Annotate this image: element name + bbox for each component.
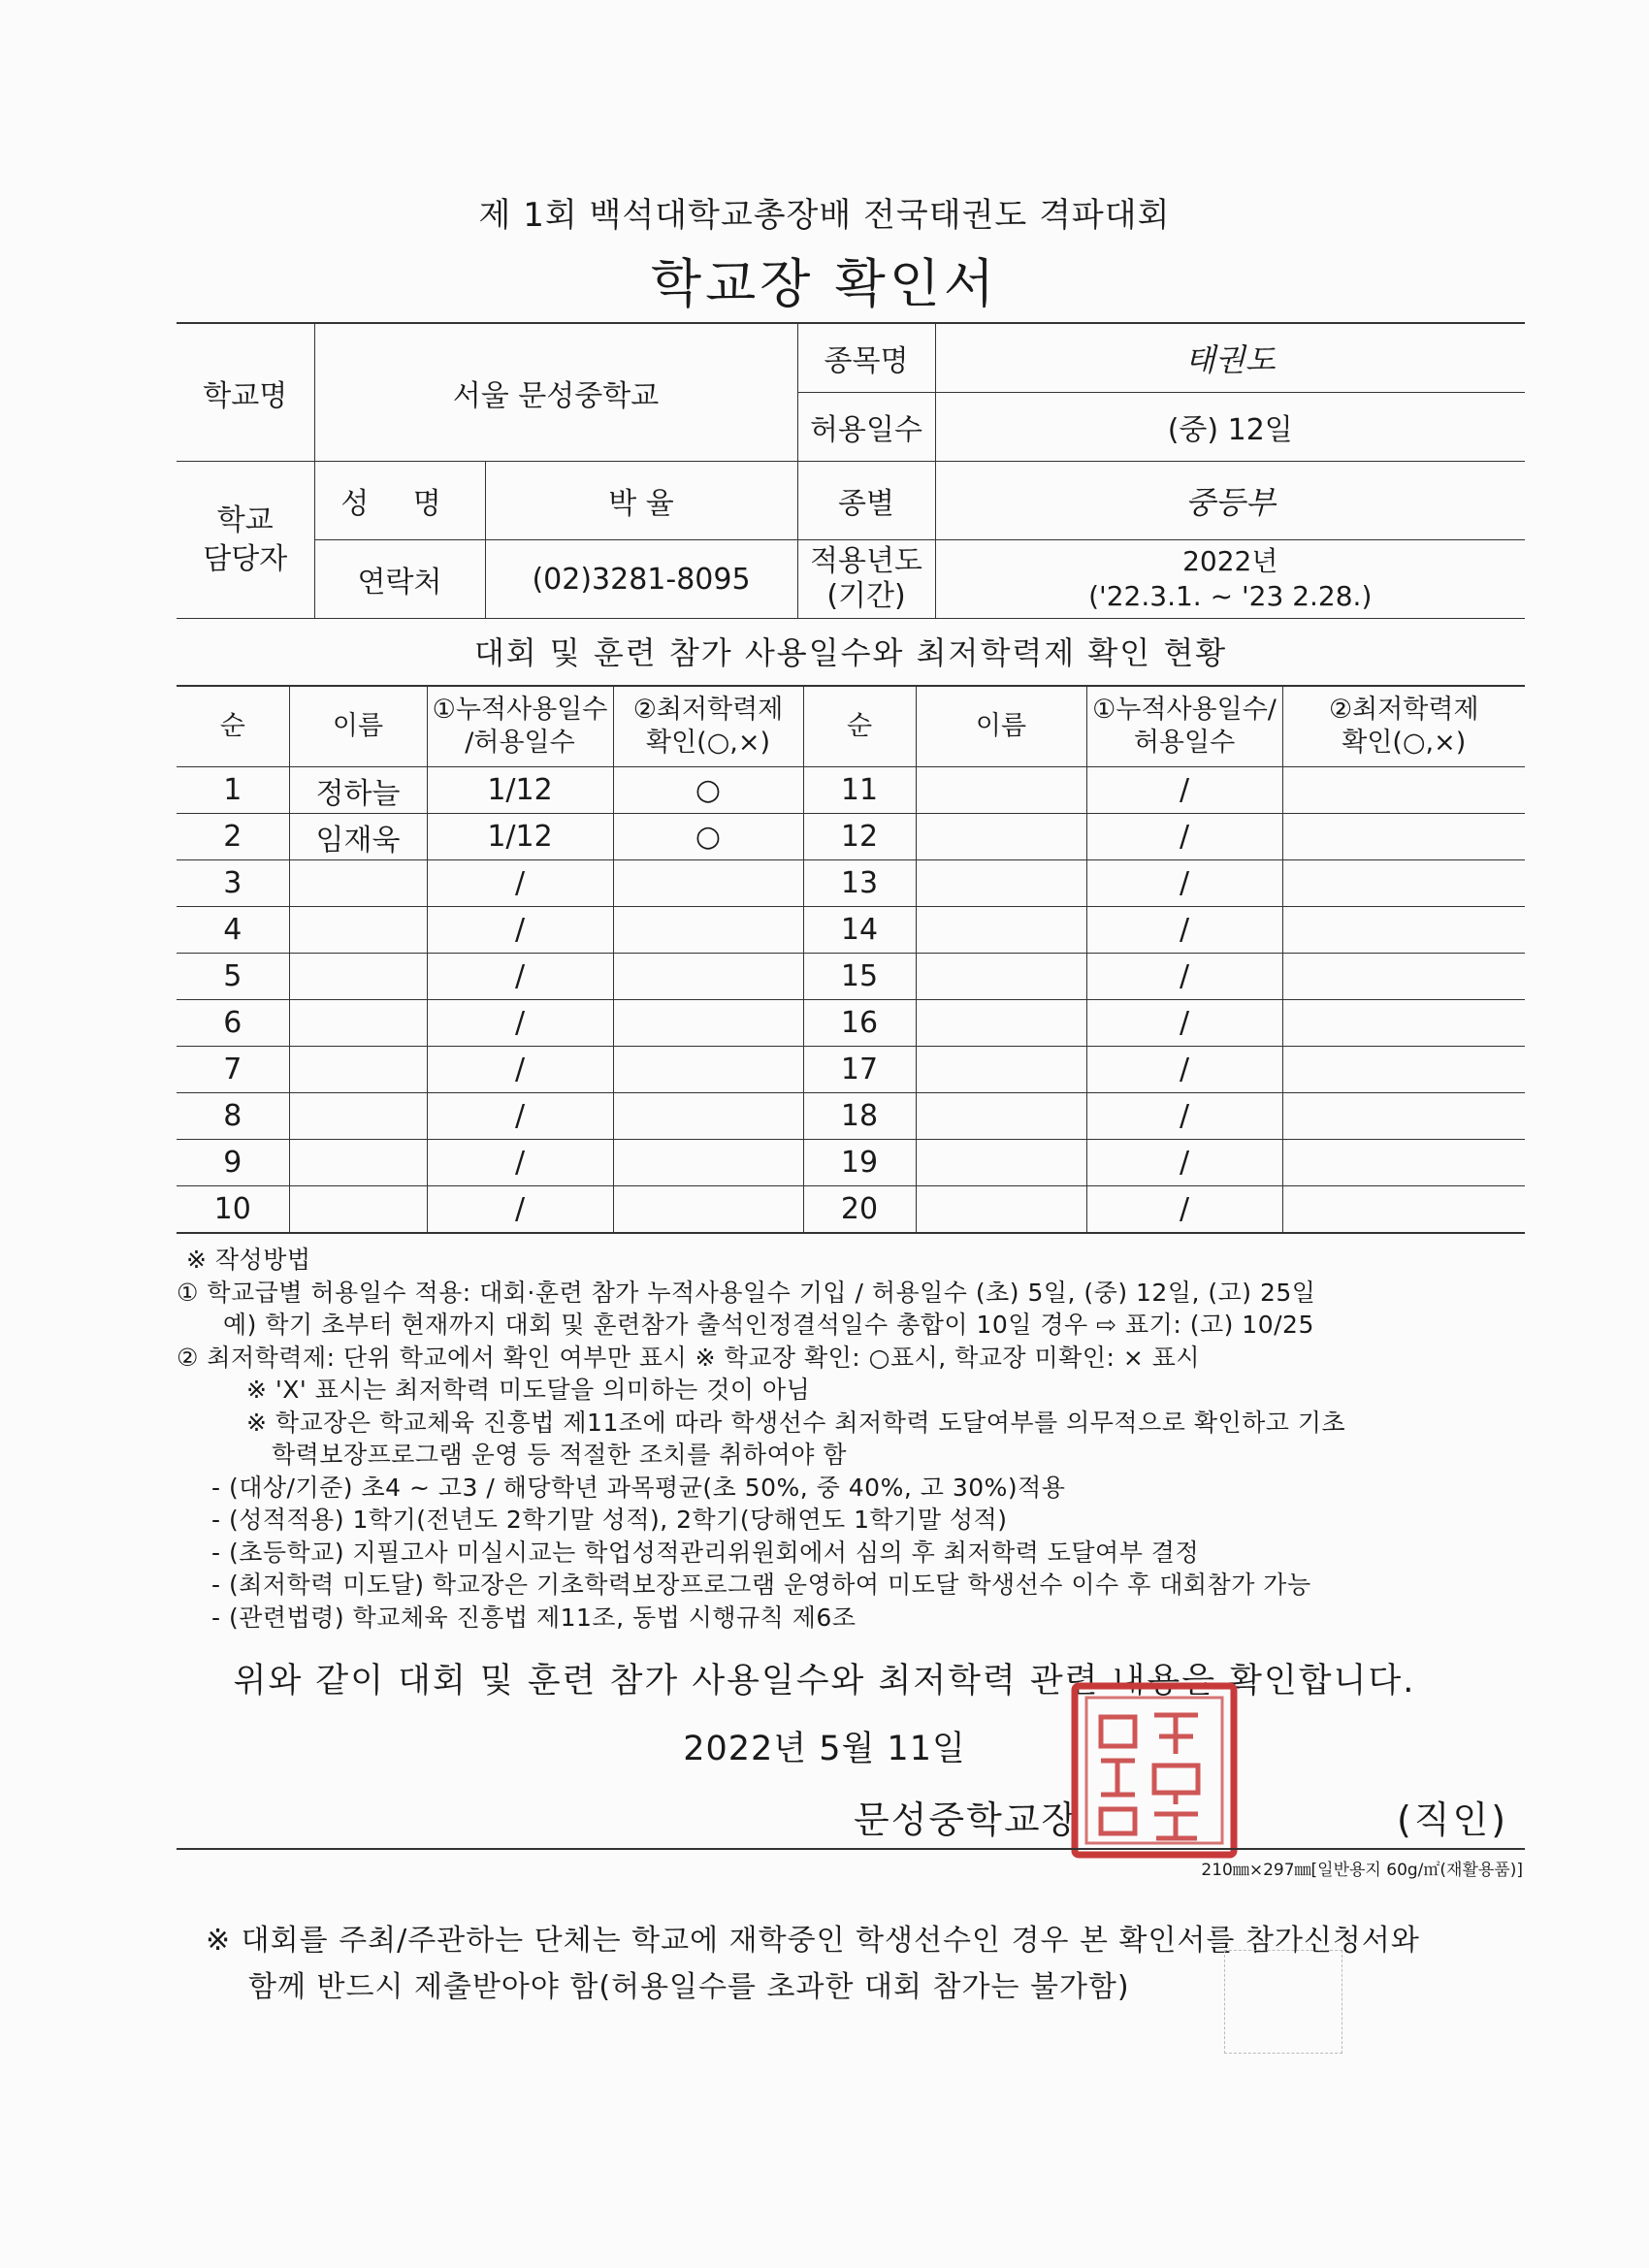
- note-line: - (최저학력 미도달) 학교장은 기초학력보장프로그램 운영하여 미도달 학생선수 이수 후 대회참가 가능: [211, 1571, 1311, 1599]
- paper-spec-note: 210㎜×297㎜[일반용지 60g/㎡(재활용품)]: [1201, 1861, 1523, 1880]
- row-no: 6: [177, 1000, 289, 1047]
- header-days-right-line1: ①누적사용일수/: [1092, 695, 1277, 725]
- row-days-right: /: [1086, 767, 1282, 814]
- row-check: [613, 1093, 803, 1140]
- row-check-right: [1282, 1000, 1525, 1047]
- row-no-right: 18: [803, 1093, 916, 1140]
- header-name: 이름: [289, 686, 427, 767]
- table-row: [177, 1186, 1525, 1234]
- row-name: [289, 1000, 427, 1047]
- signature-divider: [177, 1848, 1525, 1850]
- row-days-right: /: [1086, 860, 1282, 907]
- row-days: /: [427, 1140, 613, 1186]
- row-no: 10: [177, 1186, 289, 1234]
- footer-line: ※ 대회를 주최/주관하는 단체는 학교에 재학중인 학생선수인 경우 본 확인서를 참가신청서와: [206, 1924, 1420, 1958]
- header-academic-right-line2: 확인(○,×): [1342, 728, 1467, 758]
- table-row: [177, 1140, 1525, 1186]
- row-days-right: /: [1086, 1047, 1282, 1093]
- confirmation-date: 2022년 5월 11일: [683, 1730, 966, 1768]
- contact-label: 연락처: [314, 540, 485, 619]
- row-name-right: [916, 814, 1086, 860]
- school-name-value: 서울 문성중학교: [314, 323, 797, 462]
- instructions-notes: [177, 1244, 1535, 1634]
- row-name-right: [916, 954, 1086, 1000]
- period-value: ('22.3.1. ~ '23 2.28.): [1088, 580, 1373, 612]
- row-name: [289, 1093, 427, 1140]
- contact-value: (02)3281-8095: [485, 540, 797, 619]
- header-name-right: 이름: [916, 686, 1086, 767]
- allowed-days-value: (중) 12일: [935, 393, 1525, 462]
- row-days-right: /: [1086, 1093, 1282, 1140]
- row-no-right: 20: [803, 1186, 916, 1234]
- row-days: /: [427, 907, 613, 954]
- row-name-right: [916, 907, 1086, 954]
- row-check-right: [1282, 1093, 1525, 1140]
- table-row: [177, 814, 1525, 860]
- document-subtitle: 제 1회 백석대학교총장배 전국태권도 격파대회: [478, 196, 1171, 235]
- event-label: 종목명: [797, 323, 935, 393]
- row-days-right: /: [1086, 814, 1282, 860]
- row-check: [613, 954, 803, 1000]
- row-name-right: [916, 1093, 1086, 1140]
- row-no: 9: [177, 1140, 289, 1186]
- row-check: ○: [613, 814, 803, 860]
- row-name-right: [916, 1047, 1086, 1093]
- row-name: [289, 1186, 427, 1234]
- row-name: [289, 860, 427, 907]
- note-line: 예) 학기 초부터 현재까지 대회 및 훈련참가 출석인정결석일수 총합이 10일 경우 ⇨ 표기: (고) 10/25: [223, 1311, 1314, 1339]
- row-check-right: [1282, 1186, 1525, 1234]
- roster-table: [177, 685, 1525, 1234]
- header-no-right: 순: [803, 686, 916, 767]
- division-label: 종별: [797, 462, 935, 540]
- year-label: 적용년도: [810, 544, 922, 578]
- row-no: 8: [177, 1093, 289, 1140]
- table-row: [177, 954, 1525, 1000]
- document-title: 학교장 확인서: [650, 253, 999, 314]
- period-label: (기간): [826, 579, 906, 613]
- row-no-right: 13: [803, 860, 916, 907]
- year-value: 2022년: [1182, 545, 1278, 577]
- row-days: /: [427, 1047, 613, 1093]
- row-no: 4: [177, 907, 289, 954]
- note-line: - (성적적용) 1학기(전년도 2학기말 성적), 2학기(당해연도 1학기말 성적): [211, 1506, 1008, 1534]
- school-name-label: 학교명: [177, 323, 314, 462]
- school-manager-label: 학교 담당자: [177, 462, 314, 619]
- row-days-right: /: [1086, 907, 1282, 954]
- note-heading: ※ 작성방법: [186, 1246, 311, 1274]
- row-no-right: 19: [803, 1140, 916, 1186]
- row-check: [613, 1000, 803, 1047]
- row-check-right: [1282, 814, 1525, 860]
- row-no-right: 15: [803, 954, 916, 1000]
- row-check-right: [1282, 860, 1525, 907]
- row-check: ○: [613, 767, 803, 814]
- row-no-right: 14: [803, 907, 916, 954]
- note-line: ※ 'X' 표시는 최저학력 미도달을 의미하는 것이 아님: [246, 1376, 811, 1404]
- row-days-right: /: [1086, 1000, 1282, 1047]
- header-academic-line1: ②최저학력제: [632, 695, 784, 725]
- row-no-right: 16: [803, 1000, 916, 1047]
- row-days-right: /: [1086, 1140, 1282, 1186]
- note-line: 학력보장프로그램 운영 등 적절한 조치를 취하여야 함: [272, 1441, 847, 1469]
- manager-name-value: 박 율: [485, 462, 797, 540]
- row-days-right: /: [1086, 1186, 1282, 1234]
- row-days: /: [427, 1000, 613, 1047]
- row-check-right: [1282, 907, 1525, 954]
- row-days: 1/12: [427, 814, 613, 860]
- row-check: [613, 1047, 803, 1093]
- row-check: [613, 907, 803, 954]
- manager-name-label: 성 명: [314, 462, 485, 540]
- row-name: [289, 1140, 427, 1186]
- header-academic-right-line1: ②최저학력제: [1328, 695, 1479, 725]
- row-no-right: 17: [803, 1047, 916, 1093]
- row-check-right: [1282, 767, 1525, 814]
- row-days: /: [427, 1093, 613, 1140]
- header-days-line2: /허용일수: [465, 728, 575, 758]
- row-days: /: [427, 860, 613, 907]
- row-no: 2: [177, 814, 289, 860]
- row-days: /: [427, 1186, 613, 1234]
- header-days-line1: ①누적사용일수: [432, 695, 608, 725]
- note-line: - (대상/기준) 초4 ~ 고3 / 해당학년 과목평균(초 50%, 중 40%, 고 30%)적용: [211, 1473, 1066, 1502]
- scan-artifact-box: [1224, 1950, 1342, 2054]
- section-title: 대회 및 훈련 참가 사용일수와 최저학력제 확인 현황: [473, 634, 1228, 671]
- row-check-right: [1282, 954, 1525, 1000]
- table-row: [177, 1093, 1525, 1140]
- row-no: 7: [177, 1047, 289, 1093]
- table-row: [177, 1000, 1525, 1047]
- row-days: /: [427, 954, 613, 1000]
- row-check: [613, 860, 803, 907]
- official-seal-icon: [1067, 1678, 1242, 1863]
- note-line: ① 학교급별 허용일수 적용: 대회·훈련 참가 누적사용일수 기입 / 허용일수 (초) 5일, (중) 12일, (고) 25일: [177, 1278, 1316, 1307]
- note-line: - (초등학교) 지필고사 미실시교는 학업성적관리위원회에서 심의 후 최저학력 도달여부 결정: [211, 1538, 1200, 1567]
- row-check-right: [1282, 1047, 1525, 1093]
- division-value: 중등부: [935, 462, 1525, 540]
- row-name-right: [916, 1186, 1086, 1234]
- allowed-days-label: 허용일수: [797, 393, 935, 462]
- note-line: ② 최저학력제: 단위 학교에서 확인 여부만 표시 ※ 학교장 확인: ○표시, 학교장 미확인: × 표시: [177, 1343, 1201, 1372]
- row-no: 5: [177, 954, 289, 1000]
- row-name-right: [916, 860, 1086, 907]
- row-no: 1: [177, 767, 289, 814]
- row-name: 정하늘: [289, 767, 427, 814]
- row-no-right: 11: [803, 767, 916, 814]
- principal-name: 문성중학교장: [854, 1798, 1080, 1841]
- table-row: [177, 767, 1525, 814]
- row-days: 1/12: [427, 767, 613, 814]
- note-line: ※ 학교장은 학교체육 진흥법 제11조에 따라 학생선수 최저학력 도달여부를 의무적으로 확인하고 기초: [246, 1408, 1346, 1437]
- row-days-right: /: [1086, 954, 1282, 1000]
- event-value: 태권도: [935, 323, 1525, 393]
- header-academic-line2: 확인(○,×): [646, 728, 770, 758]
- row-check: [613, 1140, 803, 1186]
- row-name: [289, 907, 427, 954]
- header-days-right-line2: 허용일수: [1133, 728, 1236, 758]
- table-row: [177, 907, 1525, 954]
- seal-mark-label: (직인): [1397, 1798, 1509, 1841]
- row-check-right: [1282, 1140, 1525, 1186]
- footer-line: 함께 반드시 제출받아야 함(허용일수를 초과한 대회 참가는 불가함): [248, 1970, 1130, 2004]
- row-no-right: 12: [803, 814, 916, 860]
- row-name-right: [916, 1000, 1086, 1047]
- row-name: [289, 954, 427, 1000]
- row-name-right: [916, 1140, 1086, 1186]
- table-row: [177, 1047, 1525, 1093]
- row-check: [613, 1186, 803, 1234]
- row-name-right: [916, 767, 1086, 814]
- row-name: 임재욱: [289, 814, 427, 860]
- table-row: [177, 860, 1525, 907]
- row-name: [289, 1047, 427, 1093]
- confirmation-statement: 위와 같이 대회 및 훈련 참가 사용일수와 최저학력 관련 내용을 확인합니다.: [233, 1662, 1416, 1701]
- header-no: 순: [177, 686, 289, 767]
- note-line: - (관련법령) 학교체육 진흥법 제11조, 동법 시행규칙 제6조: [211, 1603, 857, 1632]
- school-info-table: [177, 322, 1525, 619]
- row-no: 3: [177, 860, 289, 907]
